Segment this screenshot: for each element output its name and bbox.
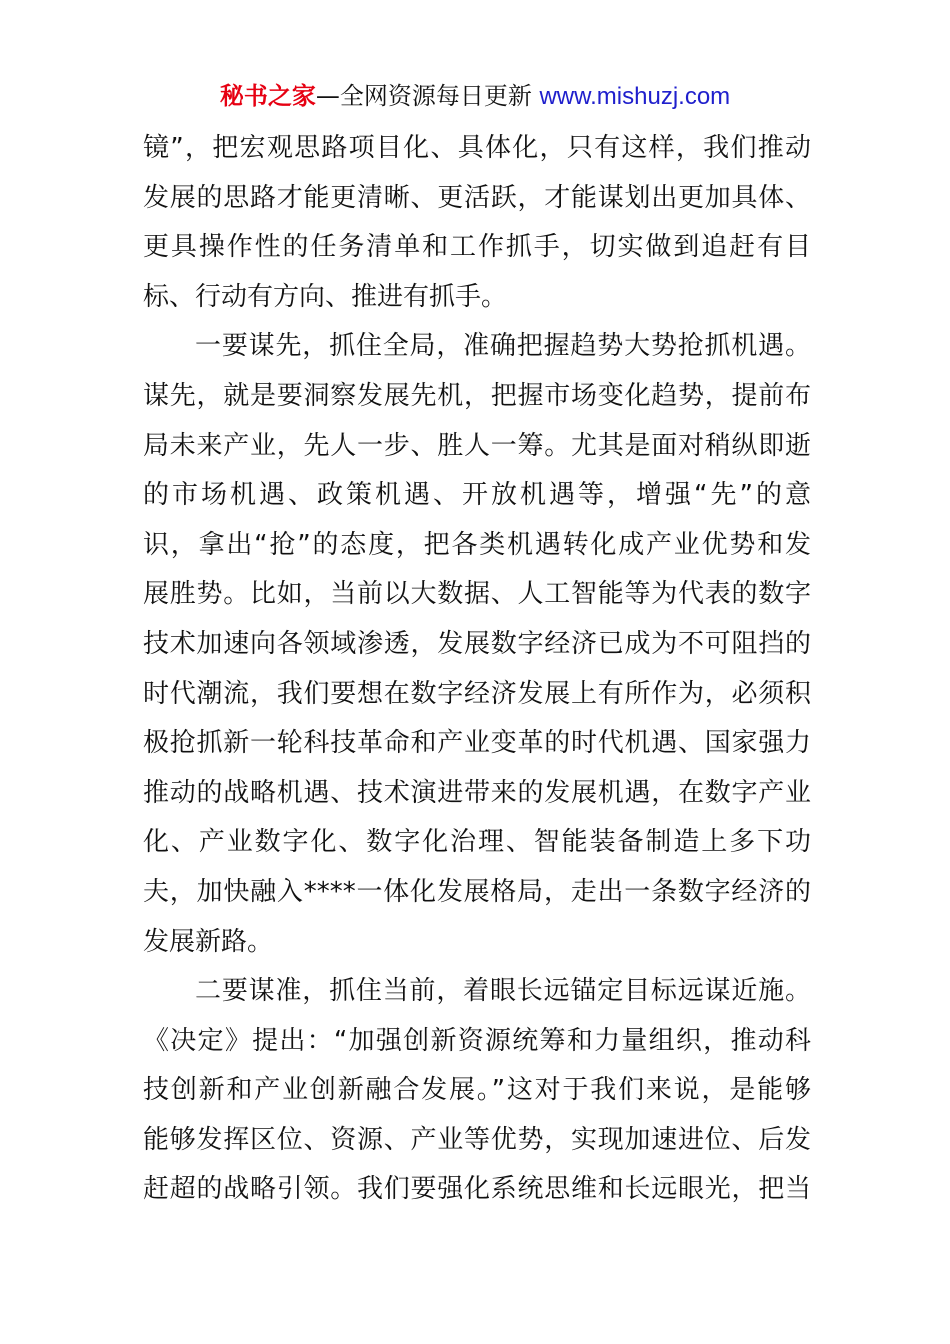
text-line: 标、行动有方向、推进有抓手。: [143, 281, 508, 312]
text-line: 极抢抓新一轮科技革命和产业变革的时代机遇、国家强力: [143, 728, 811, 759]
text-line: 识，拿出“抢”的态度，把各类机遇转化成产业优势和发: [143, 529, 811, 560]
text-line: 更具操作性的任务清单和工作抓手，切实做到追赶有目: [143, 232, 811, 263]
text-line: 能够发挥区位、资源、产业等优势，实现加速进位、后发: [143, 1124, 811, 1155]
header-tagline: —全网资源每日更新: [315, 82, 540, 110]
text-line: 发展新路。: [143, 926, 274, 957]
site-url-link[interactable]: www.mishuzj.com: [539, 83, 731, 110]
paragraph-heading-2: 二要谋准，抓住当前，着眼长远锚定目标远谋近施。: [195, 976, 811, 1007]
text-line: 技创新和产业创新融合发展。”这对于我们来说，是能够: [143, 1075, 811, 1106]
paragraph-heading-1: 一要谋先，抓住全局，准确把握趋势大势抢抓机遇。: [195, 331, 811, 362]
site-header: [0, 80, 950, 113]
text-line: 赶超的战略引领。我们要强化系统思维和长远眼光，把当: [143, 1174, 811, 1205]
text-line: 局未来产业，先人一步、胜人一筹。尤其是面对稍纵即逝: [143, 430, 811, 461]
text-line: 的市场机遇、政策机遇、开放机遇等，增强“先”的意: [143, 480, 811, 511]
text-line: 化、产业数字化、数字化治理、智能装备制造上多下功: [143, 827, 811, 858]
brand-name: 秘书之家: [219, 82, 316, 110]
text-line: 推动的战略机遇、技术演进带来的发展机遇，在数字产业: [143, 777, 811, 808]
text-line: 技术加速向各领域渗透，发展数字经济已成为不可阻挡的: [143, 628, 811, 659]
text-line: 展胜势。比如，当前以大数据、人工智能等为代表的数字: [143, 579, 811, 610]
text-line: 《决定》提出：“加强创新资源统筹和力量组织，推动科: [143, 1025, 811, 1056]
text-line: 谋先，就是要洞察发展先机，把握市场变化趋势，提前布: [143, 380, 811, 411]
text-line: 发展的思路才能更清晰、更活跃，才能谋划出更加具体、: [143, 182, 811, 213]
text-line: 时代潮流，我们要想在数字经济发展上有所作为，必须积: [143, 678, 811, 709]
text-line: 镜”，把宏观思路项目化、具体化，只有这样，我们推动: [143, 133, 811, 163]
text-line: 夫，加快融入****一体化发展格局，走出一条数字经济的: [143, 876, 811, 907]
document-body: [143, 124, 811, 1215]
